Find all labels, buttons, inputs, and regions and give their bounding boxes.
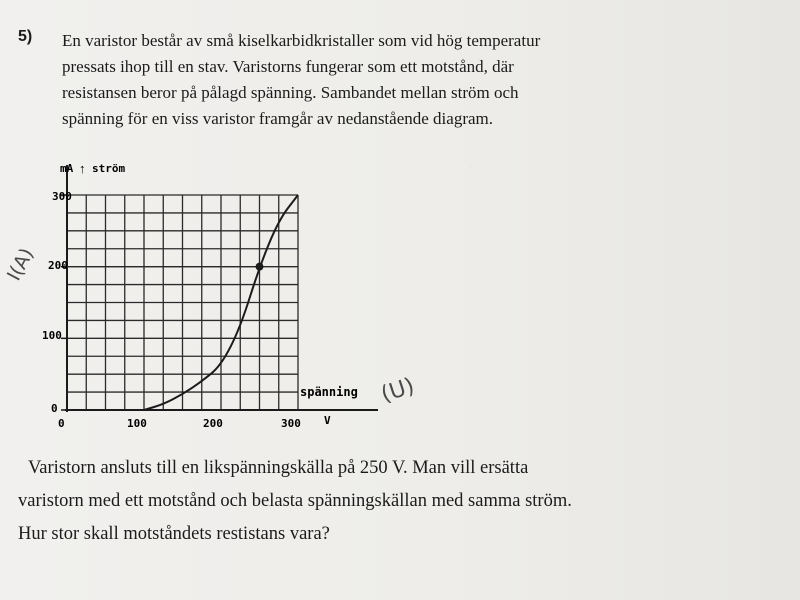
intro-line: spänning för en viss varistor framgår av nedanstående diagram. bbox=[62, 109, 493, 128]
x-axis-label: spänning bbox=[300, 385, 358, 399]
question-line: varistorn med ett motstånd och belasta spänningskällan med samma ström. bbox=[18, 491, 572, 511]
chart-grid bbox=[67, 195, 298, 410]
handwritten-current-label: I(A) bbox=[2, 244, 39, 285]
intro-line: pressats ihop till en stav. Varistorns fungerar som ett motstånd, där bbox=[62, 57, 514, 76]
current-voltage-chart bbox=[0, 150, 460, 440]
x-tick-label: 200 bbox=[203, 417, 223, 430]
x-tick-label: 300 bbox=[281, 417, 301, 430]
marked-point bbox=[256, 263, 264, 271]
handwritten-voltage-label: (U) bbox=[378, 373, 418, 408]
problem-number: 5) bbox=[18, 28, 33, 45]
question-line: Hur stor skall motståndets restistans vara? bbox=[18, 524, 330, 544]
x-tick-label: 0 bbox=[58, 417, 65, 430]
y-tick-label: 100 bbox=[42, 329, 62, 342]
y-axis-label: ström bbox=[92, 162, 126, 175]
intro-line: resistansen beror på pålagd spänning. Sambandet mellan ström och bbox=[62, 83, 519, 102]
y-tick-label: 200 bbox=[48, 259, 68, 272]
problem-question bbox=[18, 452, 778, 551]
bleed-through-text: · bbox=[470, 160, 474, 174]
x-axis-unit: V bbox=[324, 414, 331, 427]
y-axis-unit: mA bbox=[60, 162, 74, 175]
problem-intro bbox=[62, 28, 622, 132]
question-line: Varistorn ansluts till en likspänningskälla på 250 V. Man vill ersätta bbox=[28, 458, 529, 478]
y-tick-label: 300 bbox=[52, 190, 72, 203]
y-axis-arrow: ↑ bbox=[79, 161, 86, 176]
x-tick-label: 100 bbox=[127, 417, 147, 430]
chart-axes bbox=[61, 165, 378, 412]
intro-line: En varistor består av små kiselkarbidkristaller som vid hög temperatur bbox=[62, 31, 541, 50]
y-tick-label: 0 bbox=[51, 402, 58, 415]
